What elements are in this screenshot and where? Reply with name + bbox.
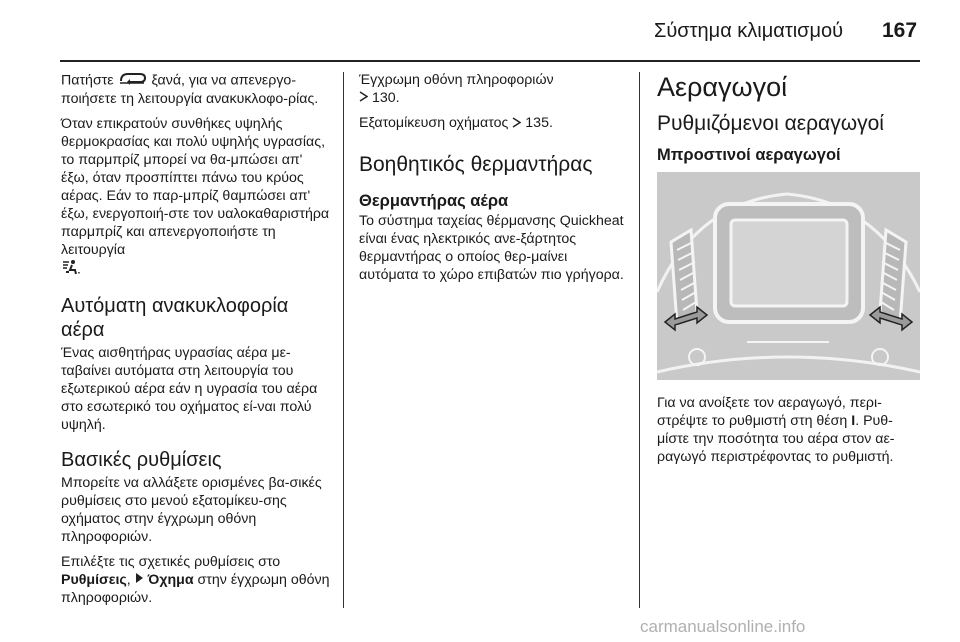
vehicle-menu-label: Όχημα bbox=[147, 572, 194, 588]
air-heater-heading: Θερμαντήρας αέρα bbox=[359, 191, 509, 210]
auxiliary-heater-heading: Βοηθητικός θερμαντήρας bbox=[359, 152, 593, 176]
air-heater-paragraph: Το σύστημα ταχείας θέρμανσης Quickheat είναι ένας ηλεκτρικός ανε-ξάρτητος θερμαντήρας ο οποίος θερ-μαίνει αυτόματα το χώρο επιβατών πιο γρήγορα. bbox=[359, 212, 624, 283]
air-vents-heading: Αεραγωγοί bbox=[657, 72, 788, 102]
page-reference: 130. bbox=[371, 90, 400, 106]
personalization-ref bbox=[359, 114, 629, 132]
text-run: ξανά, για να απενεργο-ποιήσετε τη λειτουργία ανακυκλοφο-ρίας. bbox=[61, 72, 319, 107]
text-run: , bbox=[126, 572, 131, 588]
text-run: . bbox=[77, 261, 81, 278]
arrow-right-icon bbox=[135, 571, 144, 589]
column-1 bbox=[61, 71, 331, 614]
fogging-paragraph bbox=[61, 115, 331, 280]
page-header bbox=[0, 0, 960, 60]
info-display-ref bbox=[359, 71, 629, 107]
page-number: 167 bbox=[882, 19, 918, 42]
front-vents-heading: Μπροστινοί αεραγωγοί bbox=[657, 146, 841, 164]
basic-settings-heading: Βασικές ρυθμίσεις bbox=[61, 449, 222, 471]
column-divider-1 bbox=[343, 72, 344, 608]
auto-recirculation-paragraph: Ένας αισθητήρας υγρασίας αέρα με-ταβαίνει αυτόματα στη λειτουργία του εξωτερικού αέρα εάν η υγρασία του αέρα στο εσωτερικό του οχήματος εί-ναι πολύ υψηλή. bbox=[61, 345, 318, 433]
auto-recirculation-heading: Αυτόματη ανακυκλοφορία αέρα bbox=[61, 295, 289, 341]
text-run: Επιλέξτε τις σχετικές ρυθμίσεις στο bbox=[61, 554, 281, 570]
adjustable-vents-heading: Ρυθμιζόμενοι αεραγωγοί bbox=[657, 112, 884, 135]
text-run: Έγχρωμη οθόνη πληροφοριών bbox=[359, 72, 554, 88]
settings-menu-label: Ρυθμίσεις bbox=[61, 572, 127, 588]
open-position-symbol: I bbox=[851, 413, 856, 429]
column-3 bbox=[657, 71, 922, 473]
text-run: Για να ανοίξετε τον αεραγωγό, περι-στρέψτε το ρυθμιστή στη θέση bbox=[657, 395, 882, 429]
header-title: Σύστημα κλιματισμού bbox=[654, 20, 844, 42]
recirculation-icon bbox=[118, 71, 148, 90]
text-run: Εξατομίκευση οχήματος bbox=[359, 115, 509, 132]
header-divider bbox=[60, 60, 920, 62]
recirculation-off-paragraph bbox=[61, 71, 331, 108]
basic-settings-paragraph-2 bbox=[61, 553, 331, 607]
text-run: Πατήστε bbox=[61, 72, 114, 89]
column-2 bbox=[359, 71, 629, 291]
basic-settings-paragraph-1: Μπορείτε να αλλάξετε ορισμένες βα-σικές ρυθμίσεις στο μενού εξατομίκευ-σης οχήματος στην έγχρωμη οθόνη πληροφοριών. bbox=[61, 475, 322, 545]
footwell-airflow-icon bbox=[61, 259, 77, 280]
front-vents-illustration bbox=[657, 172, 920, 380]
column-divider-2 bbox=[639, 72, 640, 608]
text-run: . Ρυθ-μίστε την ποσότητα του αέρα στον αε-ραγωγό περιστρέφοντας το ρυθμιστή. bbox=[657, 413, 895, 465]
page-ref-icon bbox=[512, 115, 521, 133]
vents-instructions-paragraph bbox=[657, 394, 922, 466]
text-run: στην έγχρωμη οθόνη πληροφοριών. bbox=[61, 572, 330, 607]
page-ref-icon bbox=[359, 89, 368, 107]
text-run: Όταν επικρατούν συνθήκες υψηλής θερμοκρασίας και πολύ υψηλής υγρασίας, το παρμπρίζ μπορεί να θα-μπώσει απ' έξω, όταν προσπίπτει πάνω του κρύος αέρας. Εάν το παρ-μπρίζ θαμπώσει απ' έξω, ενεργοποιή-στε τον υαλοκαθαριστήρα παρμπρίζ και απενεργοποιήστε τη λειτουργία bbox=[61, 116, 330, 258]
page-reference: 135. bbox=[525, 115, 553, 132]
watermark: carmanualsonline.info bbox=[640, 617, 806, 636]
